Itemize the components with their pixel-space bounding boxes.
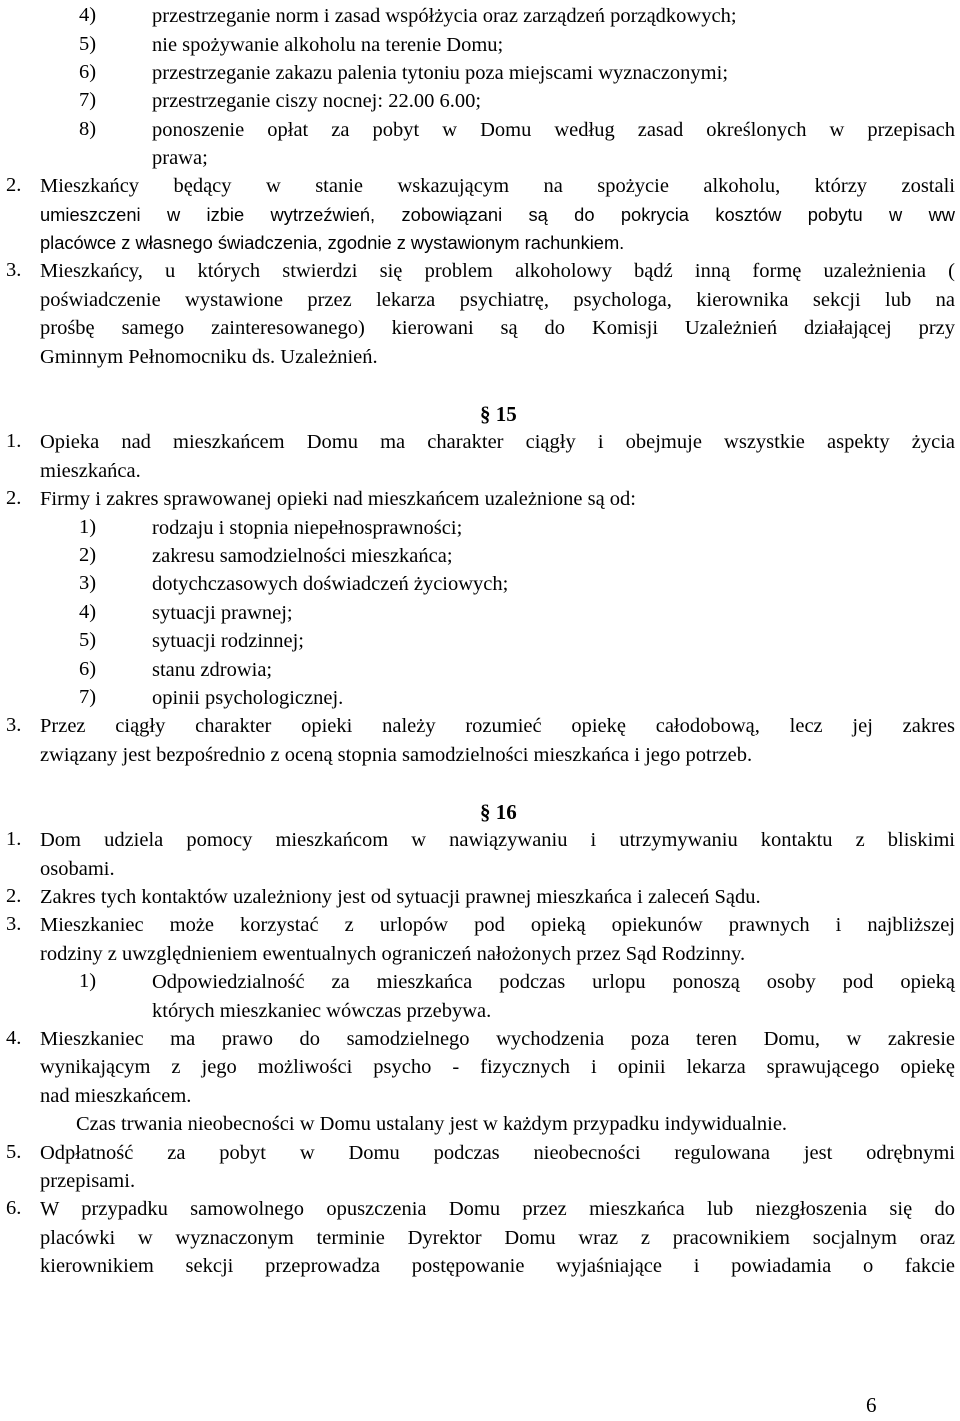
list-number: 2) bbox=[79, 544, 97, 566]
section-heading: § 15 bbox=[480, 402, 517, 426]
paragraph-line: Gminnym Pełnomocniku ds. Uzależnień. bbox=[40, 346, 378, 368]
list-item-continuation: prawa; bbox=[152, 147, 208, 169]
paragraph-number: 4. bbox=[6, 1027, 22, 1049]
list-item: przestrzeganie zakazu palenia tytoniu poza miejscami wyznaczonymi; bbox=[152, 62, 729, 84]
paragraph-line: wynikającym z jego możliwości psycho - fizycznych i opinii lekarza sprawującego opiekę bbox=[40, 1056, 955, 1078]
list-item: Odpowiedzialność za mieszkańca podczas urlopu ponoszą osoby pod opieką bbox=[152, 971, 955, 993]
list-item: sytuacji rodzinnej; bbox=[152, 630, 304, 652]
paragraph-line: mieszkańca. bbox=[40, 460, 141, 482]
paragraph-line: Mieszkaniec może korzystać z urlopów pod opieką opiekunów prawnych i najbliższej bbox=[40, 914, 955, 936]
list-item: stanu zdrowia; bbox=[152, 659, 273, 681]
paragraph-line: Dom udziela pomocy mieszkańcom w nawiązywaniu i utrzymywaniu kontaktu z bliskimi bbox=[40, 829, 955, 851]
list-item: dotychczasowych doświadczeń życiowych; bbox=[152, 573, 509, 595]
paragraph-line: związany jest bezpośrednio z oceną stopnia samodzielności mieszkańca i jego potrzeb. bbox=[40, 744, 753, 766]
paragraph-line: umieszczeni w izbie wytrzeźwień, zobowiązani są do pokrycia kosztów pobytu w ww bbox=[40, 204, 955, 225]
paragraph-number: 6. bbox=[6, 1197, 22, 1219]
paragraph-line: nad mieszkańcem. bbox=[40, 1085, 192, 1107]
page-number: 6 bbox=[866, 1393, 877, 1417]
paragraph-line: poświadczenie wystawione przez lekarza psychiatrę, psychologa, kierownika sekcji lub na bbox=[40, 289, 955, 311]
paragraph-line: przepisami. bbox=[40, 1170, 136, 1192]
list-number: 4) bbox=[79, 601, 97, 623]
list-number: 6) bbox=[79, 61, 97, 83]
list-item: rodzaju i stopnia niepełnosprawności; bbox=[152, 517, 463, 539]
list-item: ponoszenie opłat za pobyt w Domu według zasad określonych w przepisach bbox=[152, 119, 955, 141]
paragraph-line: rodziny z uwzględnieniem ewentualnych ograniczeń nałożonych przez Sąd Rodzinny. bbox=[40, 943, 746, 965]
paragraph-number: 5. bbox=[6, 1141, 22, 1163]
list-number: 1) bbox=[79, 516, 97, 538]
paragraph-line: Zakres tych kontaktów uzależniony jest od sytuacji prawnej mieszkańca i zaleceń Sądu. bbox=[40, 886, 761, 908]
paragraph-line: placówce z własnego świadczenia, zgodnie z wystawionym rachunkiem. bbox=[40, 232, 625, 253]
paragraph-number: 1. bbox=[6, 828, 22, 850]
paragraph-line: Mieszkańcy, u których stwierdzi się problem alkoholowy bądź inną formę uzależnienia ( bbox=[40, 260, 955, 282]
paragraph-line: Mieszkańcy będący w stanie wskazującym na spożycie alkoholu, którzy zostali bbox=[40, 175, 955, 197]
paragraph-number: 2. bbox=[6, 487, 22, 509]
list-item: opinii psychologicznej. bbox=[152, 687, 344, 709]
paragraph-line: Czas trwania nieobecności w Domu ustalany jest w każdym przypadku indywidualnie. bbox=[76, 1113, 788, 1135]
list-item: nie spożywanie alkoholu na terenie Domu; bbox=[152, 34, 504, 56]
list-item: zakresu samodzielności mieszkańca; bbox=[152, 545, 453, 567]
list-item-continuation: których mieszkaniec wówczas przebywa. bbox=[152, 1000, 492, 1022]
paragraph-number: 3. bbox=[6, 259, 22, 281]
list-number: 7) bbox=[79, 686, 97, 708]
section-heading: § 16 bbox=[480, 800, 517, 824]
paragraph-line: Firmy i zakres sprawowanej opieki nad mieszkańcem uzależnione są od: bbox=[40, 488, 637, 510]
list-number: 5) bbox=[79, 629, 97, 651]
paragraph-line: placówki w wyznaczonym terminie Dyrektor Domu wraz z pracownikiem socjalnym oraz bbox=[40, 1227, 955, 1249]
list-number: 3) bbox=[79, 572, 97, 594]
paragraph-number: 1. bbox=[6, 430, 22, 452]
paragraph-line: Mieszkaniec ma prawo do samodzielnego wychodzenia poza teren Domu, w zakresie bbox=[40, 1028, 955, 1050]
list-number: 4) bbox=[79, 4, 97, 26]
list-item: przestrzeganie ciszy nocnej: 22.00 6.00; bbox=[152, 90, 482, 112]
paragraph-number: 2. bbox=[6, 885, 22, 907]
paragraph-line: kierownikiem sekcji przeprowadza postępowanie wyjaśniające i powiadamia o fakcie bbox=[40, 1255, 955, 1277]
list-number: 5) bbox=[79, 33, 97, 55]
list-number: 7) bbox=[79, 89, 97, 111]
paragraph-line: osobami. bbox=[40, 858, 115, 880]
list-item: sytuacji prawnej; bbox=[152, 602, 293, 624]
list-item: przestrzeganie norm i zasad współżycia oraz zarządzeń porządkowych; bbox=[152, 5, 737, 27]
paragraph-line: Odpłatność za pobyt w Domu podczas nieobecności regulowana jest odrębnymi bbox=[40, 1142, 955, 1164]
paragraph-number: 3. bbox=[6, 913, 22, 935]
list-number: 8) bbox=[79, 118, 97, 140]
paragraph-line: Przez ciągły charakter opieki należy rozumieć opiekę całodobową, lecz jej zakres bbox=[40, 715, 955, 737]
list-number: 1) bbox=[79, 970, 97, 992]
paragraph-line: prośbę samego zainteresowanego) kierowani są do Komisji Uzależnień działającej przy bbox=[40, 317, 955, 339]
list-number: 6) bbox=[79, 658, 97, 680]
paragraph-line: Opieka nad mieszkańcem Domu ma charakter ciągły i obejmuje wszystkie aspekty życia bbox=[40, 431, 955, 453]
paragraph-number: 2. bbox=[6, 174, 22, 196]
paragraph-line: W przypadku samowolnego opuszczenia Domu przez mieszkańca lub niezgłoszenia się do bbox=[40, 1198, 955, 1220]
paragraph-number: 3. bbox=[6, 714, 22, 736]
